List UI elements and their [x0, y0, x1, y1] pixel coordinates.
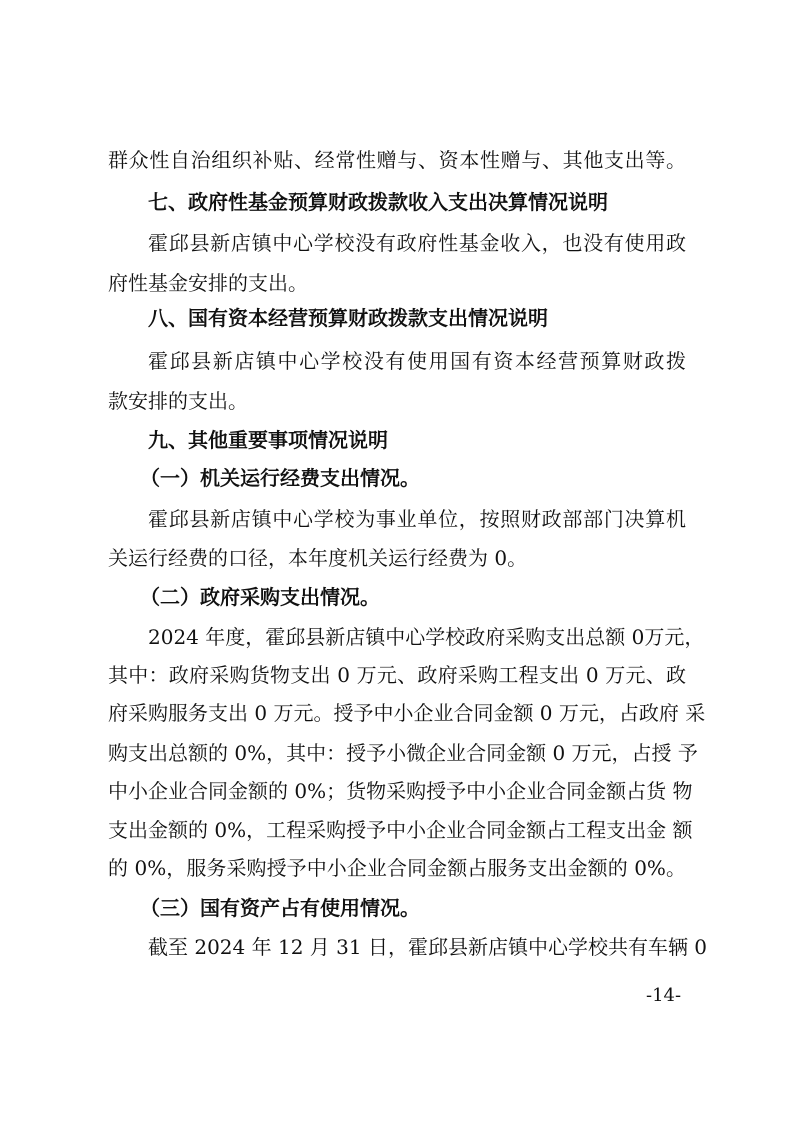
body-text-line: 2024 年度，霍邱县新店镇中心学校政府采购支出总额 0万元， — [148, 625, 705, 649]
section-heading-9: 九、其他重要事项情况说明 — [148, 428, 388, 452]
body-text-line: 府采购服务支出 0 万元。授予中小企业合同金额 0 万元，占政府 采 — [108, 701, 706, 725]
body-text-line: 群众性自治组织补贴、经常性赠与、资本性赠与、其他支出等。 — [108, 148, 686, 172]
body-text-line: 府性基金安排的支出。 — [108, 271, 308, 295]
section-heading-7: 七、政府性基金预算财政拨款收入支出决算情况说明 — [148, 190, 608, 214]
subsection-heading-2: （二）政府采购支出情况。 — [140, 585, 380, 609]
body-text-line: 霍邱县新店镇中心学校没有使用国有资本经营预算财政拨 — [148, 349, 686, 373]
body-text-line: 霍邱县新店镇中心学校为事业单位，按照财政部部门决算机 — [148, 507, 686, 531]
body-text-line: 支出金额的 0%，工程采购授予中小企业合同金额占工程支出金 额 — [108, 818, 693, 842]
body-text-line: 霍邱县新店镇中心学校没有政府性基金收入，也没有使用政 — [148, 231, 686, 255]
body-text-line: 中小企业合同金额的 0%；货物采购授予中小企业合同金额占货 物 — [108, 779, 693, 803]
body-text-line: 的 0%，服务采购授予中小企业合同金额占服务支出金额的 0%。 — [108, 856, 686, 880]
subsection-heading-1: （一）机关运行经费支出情况。 — [140, 466, 420, 490]
body-text-line: 其中：政府采购货物支出 0 万元、政府采购工程支出 0 万元、政 — [108, 663, 686, 687]
page-number: -14- — [646, 985, 682, 1006]
subsection-heading-3: （三）国有资产占有使用情况。 — [140, 896, 420, 920]
body-text-line: 截至 2024 年 12 月 31 日，霍邱县新店镇中心学校共有车辆 0 — [148, 935, 708, 959]
section-heading-8: 八、国有资本经营预算财政拨款支出情况说明 — [148, 306, 548, 330]
body-text-line: 款安排的支出。 — [108, 389, 248, 413]
body-text-line: 购支出总额的 0%，其中：授予小微企业合同金额 0 万元，占授 予 — [108, 741, 698, 765]
body-text-line: 关运行经费的口径，本年度机关运行经费为 0。 — [108, 546, 528, 570]
